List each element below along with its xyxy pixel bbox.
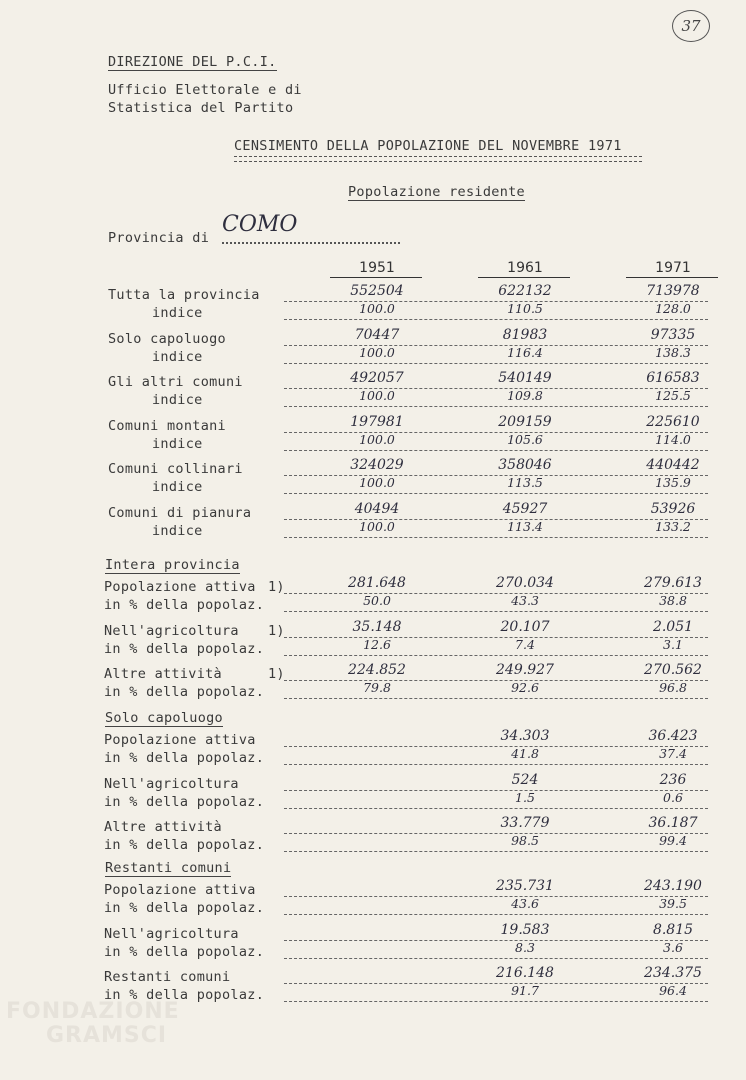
handwritten-percent: 99.4 (659, 833, 687, 848)
handwritten-value: 34.303 (500, 728, 550, 744)
handwritten-value: 19.583 (500, 921, 550, 938)
handwritten-percent: 8.3 (515, 939, 535, 955)
handwritten-percent: 38.8 (659, 593, 687, 608)
handwritten-value: 540149 (498, 370, 552, 387)
fill-dash-line (284, 319, 708, 320)
handwritten-percent: 41.8 (511, 746, 539, 761)
handwritten-percent: 0.6 (663, 789, 683, 805)
handwritten-index: 109.8 (507, 388, 543, 404)
fill-dash-line (284, 406, 708, 407)
handwritten-value: 616583 (646, 370, 700, 387)
handwritten-index: 110.5 (507, 301, 543, 316)
fill-dash-line (284, 450, 708, 451)
title-double-underline (234, 156, 642, 162)
row-label: Comuni di pianura (108, 505, 252, 521)
row-label: Popolazione attiva (104, 579, 256, 595)
year-underline (478, 277, 570, 278)
row-label: Popolazione attiva (104, 732, 256, 748)
handwritten-value: 33.779 (500, 815, 550, 831)
fill-dash-line (284, 363, 708, 364)
percent-label: in % della popolaz. (104, 750, 265, 766)
handwritten-percent: 37.4 (659, 746, 687, 761)
percent-label: in % della popolaz. (104, 900, 265, 916)
handwritten-index: 100.0 (359, 301, 395, 316)
handwritten-percent: 50.0 (363, 593, 391, 608)
row-label: Solo capoluogo (108, 330, 226, 347)
province-name: COMO (222, 212, 298, 237)
section-title: Intera provincia (105, 557, 240, 573)
handwritten-value: 97335 (650, 326, 696, 343)
handwritten-value: 2.051 (652, 618, 694, 635)
handwritten-value: 279.613 (644, 575, 702, 591)
handwritten-value: 197981 (350, 413, 404, 430)
row-label: Nell'agricoltura (104, 622, 239, 639)
province-label: Provincia di (108, 230, 210, 246)
handwritten-percent: 98.5 (511, 833, 539, 848)
index-label: indice (152, 392, 203, 409)
fill-dash-line (284, 808, 708, 809)
handwritten-percent: 96.4 (659, 983, 687, 998)
handwritten-index: 100.0 (359, 431, 395, 447)
percent-label: in % della popolaz. (104, 684, 265, 700)
handwritten-value: 40494 (354, 501, 400, 517)
percent-label: in % della popolaz. (104, 987, 265, 1003)
year-header: 1961 (507, 260, 543, 276)
fill-dash-line (284, 764, 708, 765)
header-statistica: Statistica del Partito (108, 100, 294, 116)
handwritten-percent: 43.3 (511, 593, 539, 608)
handwritten-index: 105.6 (507, 431, 543, 447)
handwritten-value: 713978 (646, 283, 700, 299)
handwritten-value: 270.034 (496, 575, 554, 591)
row-label: Popolazione attiva (104, 882, 256, 898)
handwritten-index: 100.0 (359, 344, 395, 360)
handwritten-value: 270.562 (644, 662, 702, 678)
handwritten-value: 70447 (354, 326, 400, 343)
handwritten-index: 100.0 (359, 475, 395, 491)
handwritten-value: 36.187 (648, 815, 698, 831)
handwritten-percent: 12.6 (363, 636, 391, 652)
section-title: Solo capoluogo (105, 710, 223, 726)
handwritten-percent: 79.8 (363, 680, 391, 695)
footnote-marker: 1) (268, 622, 285, 639)
index-label: indice (152, 305, 203, 321)
handwritten-value: 234.375 (644, 965, 702, 981)
handwritten-percent: 96.8 (659, 680, 687, 695)
percent-label: in % della popolaz. (104, 793, 265, 810)
index-label: indice (152, 523, 203, 539)
row-label: Comuni collinari (108, 461, 243, 478)
handwritten-value: 225610 (646, 413, 700, 430)
handwritten-index: 133.2 (655, 519, 691, 534)
handwritten-percent: 3.6 (663, 939, 683, 955)
row-label: Altre attività (104, 819, 222, 835)
handwritten-index: 113.4 (507, 519, 543, 534)
page-number: 37 (672, 10, 710, 42)
fill-dash-line (284, 958, 708, 959)
footnote-marker: 1) (268, 666, 285, 682)
handwritten-percent: 39.5 (659, 896, 687, 911)
province-dotted-line (222, 242, 400, 244)
index-label: indice (152, 479, 203, 496)
header-ufficio: Ufficio Elettorale e di (108, 82, 302, 98)
handwritten-index: 138.3 (655, 344, 691, 360)
handwritten-value: 81983 (502, 326, 548, 343)
handwritten-value: 8.815 (652, 921, 694, 938)
handwritten-value: 35.148 (352, 618, 402, 635)
handwritten-value: 524 (511, 771, 539, 788)
row-label: Nell'agricoltura (104, 775, 239, 792)
handwritten-value: 209159 (498, 413, 552, 430)
row-label: Tutta la provincia (108, 287, 260, 303)
percent-label: in % della popolaz. (104, 837, 265, 853)
handwritten-percent: 1.5 (515, 789, 535, 805)
row-label: Nell'agricoltura (104, 925, 239, 942)
handwritten-value: 216.148 (496, 965, 554, 981)
row-label: Comuni montani (108, 417, 226, 434)
percent-label: in % della popolaz. (104, 640, 265, 657)
index-label: indice (152, 348, 203, 365)
document-subtitle: Popolazione residente (348, 184, 525, 200)
year-underline (330, 277, 422, 278)
row-label: Gli altri comuni (108, 374, 243, 391)
handwritten-value: 358046 (498, 457, 552, 474)
handwritten-index: 125.5 (655, 388, 691, 404)
handwritten-value: 45927 (502, 501, 548, 517)
fill-dash-line (284, 611, 708, 612)
handwritten-index: 100.0 (359, 388, 395, 404)
fill-dash-line (284, 537, 708, 538)
watermark: FONDAZIONE GRAMSCI (6, 999, 180, 1048)
year-header: 1951 (359, 260, 395, 276)
handwritten-value: 492057 (350, 370, 404, 387)
handwritten-value: 552504 (350, 283, 404, 299)
fill-dash-line (284, 655, 708, 656)
handwritten-index: 113.5 (507, 475, 543, 491)
handwritten-percent: 43.6 (511, 896, 539, 911)
handwritten-value: 622132 (498, 283, 552, 299)
handwritten-value: 36.423 (648, 728, 698, 744)
handwritten-value: 249.927 (496, 662, 554, 678)
footnote-marker: 1) (268, 579, 285, 595)
handwritten-value: 236 (659, 771, 687, 788)
handwritten-value: 235.731 (496, 878, 554, 894)
document-title: CENSIMENTO DELLA POPOLAZIONE DEL NOVEMBRE 1971 (234, 138, 622, 154)
year-header: 1971 (655, 260, 691, 276)
section-title: Restanti comuni (105, 860, 232, 876)
fill-dash-line (284, 1001, 708, 1002)
handwritten-index: 114.0 (655, 431, 691, 447)
percent-label: in % della popolaz. (104, 943, 265, 960)
year-underline (626, 277, 718, 278)
row-label: Altre attività (104, 666, 222, 682)
handwritten-value: 53926 (650, 501, 696, 517)
handwritten-percent: 92.6 (511, 680, 539, 695)
fill-dash-line (284, 914, 708, 915)
handwritten-value: 243.190 (644, 878, 702, 894)
handwritten-percent: 3.1 (663, 636, 683, 652)
handwritten-percent: 7.4 (515, 636, 535, 652)
handwritten-index: 135.9 (655, 475, 691, 491)
fill-dash-line (284, 698, 708, 699)
handwritten-index: 116.4 (507, 344, 543, 360)
percent-label: in % della popolaz. (104, 597, 265, 613)
handwritten-percent: 91.7 (511, 983, 539, 998)
fill-dash-line (284, 851, 708, 852)
handwritten-value: 440442 (646, 457, 700, 474)
handwritten-index: 128.0 (655, 301, 691, 316)
handwritten-index: 100.0 (359, 519, 395, 534)
handwritten-value: 281.648 (348, 575, 406, 591)
handwritten-value: 324029 (350, 457, 404, 474)
handwritten-value: 20.107 (500, 618, 550, 635)
row-label: Restanti comuni (104, 969, 231, 985)
index-label: indice (152, 435, 203, 452)
handwritten-value: 224.852 (348, 662, 406, 678)
header-direzione: DIREZIONE DEL P.C.I. (108, 54, 277, 70)
fill-dash-line (284, 493, 708, 494)
